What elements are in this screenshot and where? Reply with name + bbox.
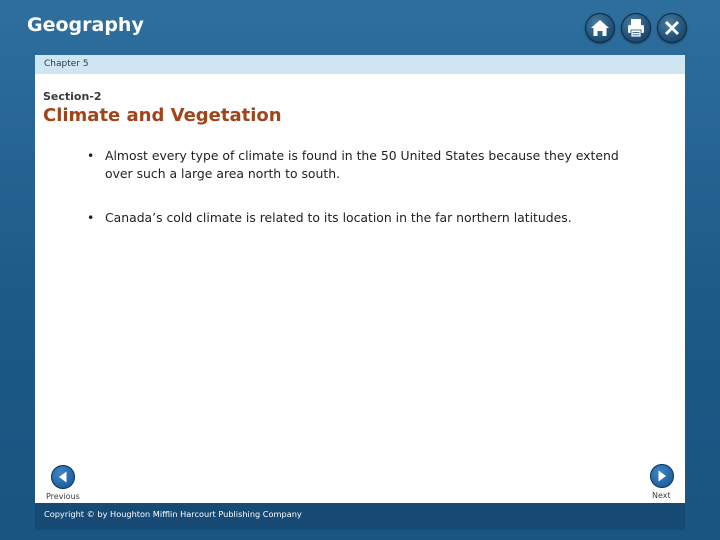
print-button[interactable] xyxy=(621,13,651,43)
section-label: Section-2 xyxy=(43,90,102,103)
bullet-item xyxy=(87,147,647,182)
home-button[interactable] xyxy=(585,13,615,43)
arrow-left-icon xyxy=(51,465,75,489)
next-button[interactable] xyxy=(650,464,674,488)
copyright-text: Copyright © by Houghton Mifflin Harcourt Publishing Company xyxy=(44,509,302,519)
close-button[interactable] xyxy=(657,13,687,43)
close-icon xyxy=(657,13,687,43)
bullet-text: Canada’s cold climate is related to its location in the far northern latitudes. xyxy=(105,210,572,225)
previous-label[interactable]: Previous xyxy=(46,492,80,501)
bullet-symbol: • xyxy=(87,210,95,225)
previous-button[interactable] xyxy=(51,465,75,489)
chapter-bar xyxy=(35,55,685,74)
app-title: Geography xyxy=(27,14,144,36)
bullet-symbol: • xyxy=(87,148,95,163)
printer-icon xyxy=(621,13,651,43)
arrow-right-icon xyxy=(650,464,674,488)
chapter-label: Chapter 5 xyxy=(44,59,89,69)
bullet-text: Almost every type of climate is found in the 50 United States because they extend over such a large area north to south. xyxy=(105,148,619,181)
bullet-item xyxy=(87,209,647,227)
footer-bar xyxy=(35,503,685,530)
home-icon xyxy=(585,13,615,43)
slide-content xyxy=(35,74,685,503)
bullet-list xyxy=(87,147,647,254)
lesson-title: Climate and Vegetation xyxy=(43,105,282,126)
next-label[interactable]: Next xyxy=(652,491,671,500)
